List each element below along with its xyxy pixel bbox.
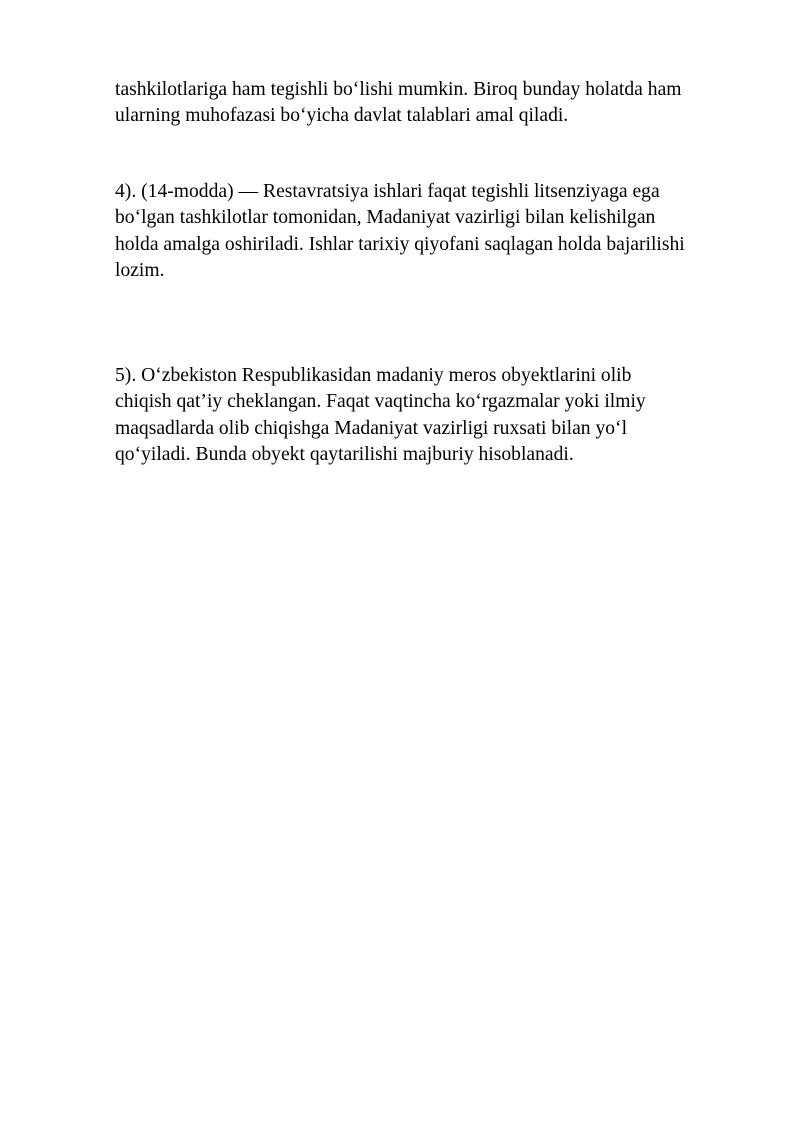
- paragraph-line: tashkilotlariga ham tegishli bo‘lishi mumkin. Biroq bunday holatda ham: [115, 79, 682, 100]
- paragraph-line: chiqish qat’iy cheklangan. Faqat vaqtincha ko‘rgazmalar yoki ilmiy: [115, 391, 646, 413]
- paragraph-item-5: [115, 363, 755, 469]
- paragraph-line: 5). O‘zbekiston Respublikasidan madaniy meros obyektlarini olib: [115, 365, 632, 386]
- paragraph-line: holda amalga oshiriladi. Ishlar tarixiy qiyofani saqlagan holda bajarilishi: [115, 233, 685, 255]
- paragraph-line: bo‘lgan tashkilotlar tomonidan, Madaniyat vazirligi bilan kelishilgan: [115, 207, 656, 229]
- paragraph-continuation: [115, 77, 755, 130]
- paragraph-line: maqsadlarda olib chiqishga Madaniyat vazirligi ruxsati bilan yo‘l: [115, 417, 628, 439]
- paragraph-item-4: [115, 179, 755, 285]
- paragraph-line: qo‘yiladi. Bunda obyekt qaytarilishi majburiy hisoblanadi.: [115, 444, 574, 466]
- paragraph-line: 4). (14-modda) — Restavratsiya ishlari faqat tegishli litsenziyaga ega: [115, 181, 660, 202]
- paragraph-line: ularning muhofazasi bo‘yicha davlat talablari amal qiladi.: [115, 105, 569, 127]
- paragraph-line: lozim.: [115, 260, 165, 282]
